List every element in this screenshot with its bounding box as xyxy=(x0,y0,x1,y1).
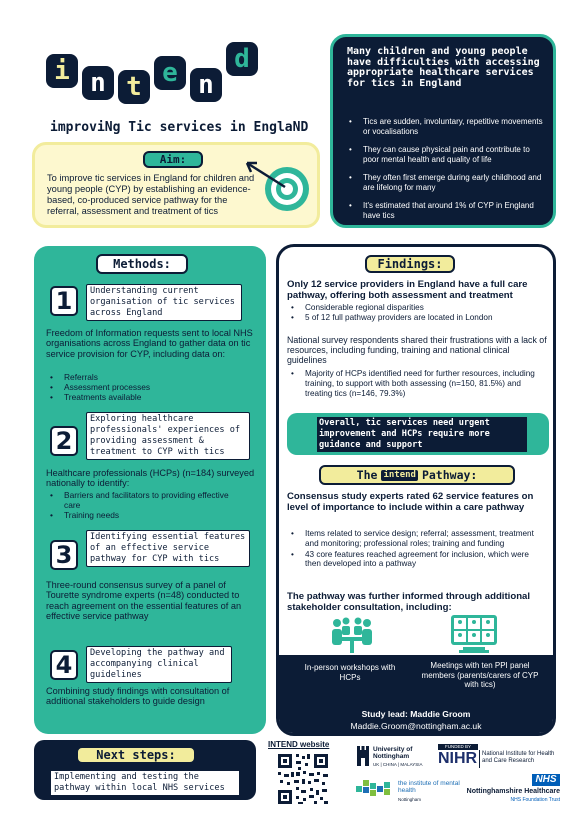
poster-subtitle: improviNg Tic services in EnglaND xyxy=(50,120,309,135)
nhs-mark: NHS xyxy=(532,774,560,786)
consult-label: In-person workshops with HCPs xyxy=(304,663,396,682)
nihr-divider xyxy=(479,750,480,768)
castle-icon xyxy=(356,744,370,768)
list-item: • It's estimated that around 1% of CYP in England have tics xyxy=(349,201,547,220)
contact-email[interactable]: Maddie.Groom@nottingham.ac.uk xyxy=(350,721,482,731)
step-text: Healthcare professionals (HCPs) (n=184) surveyed nationally to identify: xyxy=(46,468,255,489)
list-item: • Considerable regional disparities xyxy=(287,303,549,313)
step-title: Exploring healthcare professionals' experiences of providing assessment & treatment to CYP with tics xyxy=(86,412,250,460)
nhs-trust-sub: NHS Foundation Trust xyxy=(510,797,560,803)
aim-text: To improve tic services in England for children and young people (CYP) by establishing an evidence-based, co-produced service pathway for the referral, assessment and treatment of tics xyxy=(47,173,255,216)
callout-box xyxy=(287,413,549,455)
imh-name: the institute of mental health xyxy=(398,780,460,794)
findings-panel xyxy=(276,244,556,736)
intro-panel xyxy=(330,34,556,228)
step-number: 3 xyxy=(50,540,78,570)
nhs-trust: Nottinghamshire Healthcare xyxy=(466,788,560,795)
aim-panel xyxy=(32,142,320,228)
list-item: • Referrals xyxy=(46,372,246,382)
list-item: • Items related to service design; referral; assessment, treatment and monitoring; professional roles; training and funding xyxy=(287,529,547,549)
step-list xyxy=(46,372,246,402)
step-number: 4 xyxy=(50,650,78,680)
workshop-group-icon xyxy=(329,615,375,655)
imh-dots-icon xyxy=(356,780,396,802)
logo-letter: i xyxy=(46,54,78,88)
pathway-heading-pre: The xyxy=(356,468,378,482)
findings-heading: Findings: xyxy=(365,255,455,273)
intro-list xyxy=(349,117,547,229)
website-label[interactable]: INTEND website xyxy=(268,740,330,749)
survey-list xyxy=(287,369,547,398)
list-item: • They can cause physical pain and contribute to poor mental health and quality of life xyxy=(349,145,547,164)
list-item: • Tics are sudden, involuntary, repetitive movements or vocalisations xyxy=(349,117,547,136)
list-item: • Treatments available xyxy=(46,392,246,402)
methods-heading: Methods: xyxy=(96,254,188,274)
step-text: Freedom of Information requests sent to local NHS organisations across England to gather data on tic service provision for CYP, including data on: xyxy=(46,328,253,359)
qr-code-icon[interactable] xyxy=(276,752,330,806)
list-item: • 5 of 12 full pathway providers are located in London xyxy=(287,313,549,323)
list-item: • Majority of HCPs identified need for further resources, including training, to support with both assessing (n=150, 81.5%) and treating tics (n=146, 79.3%) xyxy=(287,369,547,398)
logo-letter: e xyxy=(154,56,186,90)
list-item: • 43 core features reached agreement for inclusion, which were then developed into a pathway xyxy=(287,550,547,570)
list-item: • They often first emerge during early childhood and are lifelong for many xyxy=(349,173,547,192)
step-title: Identifying essential features of an effective service pathway for CYP with tics xyxy=(86,530,250,567)
logo-letter: t xyxy=(118,70,150,104)
step-number: 2 xyxy=(50,426,78,456)
consult-label: Meetings with ten PPI panel members (parents/carers of CYP with tics) xyxy=(421,661,539,689)
pathway-heading xyxy=(319,465,515,485)
nihr-funded: FUNDED BY xyxy=(438,744,478,750)
imh-sub: Nottingham xyxy=(398,797,422,802)
nihr-mark: NIHR xyxy=(438,750,478,767)
aim-heading: Aim: xyxy=(143,151,203,168)
pathway-lead: Consensus study experts rated 62 service features on level of importance to include within a care pathway xyxy=(287,491,534,513)
logo-letter: n xyxy=(82,66,114,100)
imh-logo xyxy=(356,778,466,804)
uon-logo xyxy=(356,744,446,770)
list-item: • Training needs xyxy=(46,510,246,520)
callout-text: Overall, tic services need urgent improvement and HCPs require more guidance and support xyxy=(317,417,527,452)
uon-sub: UK | CHINA | MALAYSIA xyxy=(373,762,423,767)
survey-text: National survey respondents shared their frustrations with a lack of resources, including funding, training and national clinical guidelines xyxy=(287,335,547,366)
step-text: Three-round consensus survey of a panel of Tourette syndrome experts (n=48) conducted to reach agreement on the essential features of an effective service pathway xyxy=(46,580,242,622)
uon-name: University of Nottingham xyxy=(373,746,413,760)
list-item: • Assessment processes xyxy=(46,382,246,392)
next-steps-text: Implementing and testing the pathway within local NHS services xyxy=(50,770,240,796)
next-steps-heading: Next steps: xyxy=(76,746,196,764)
study-lead: Study lead: Maddie Groom xyxy=(361,709,471,719)
pathway-logo: intend xyxy=(383,469,416,480)
step-text: Combining study findings with consultation of additional stakeholders to guide design xyxy=(46,686,230,707)
step-title: Understanding current organisation of tic services across England xyxy=(86,284,242,321)
nhs-logo xyxy=(460,774,560,806)
findings-lead: Only 12 service providers in England have a full care pathway, offering both assessment and treatment xyxy=(287,279,528,301)
step-list xyxy=(46,490,246,520)
logo-letter: n xyxy=(190,68,222,102)
step-number: 1 xyxy=(50,286,78,316)
step-title: Developing the pathway and accompanying clinical guidelines xyxy=(86,646,232,683)
nihr-logo xyxy=(438,744,558,774)
list-item: • Barriers and facilitators to providing effective care xyxy=(46,490,246,510)
pathway-list xyxy=(287,529,547,569)
pathway-heading-post: Pathway: xyxy=(421,468,478,482)
nihr-full: National Institute for Health and Care Research xyxy=(482,751,555,764)
intro-heading: Many children and young people have difficulties with accessing appropriate healthcare services for tics in England xyxy=(347,46,540,89)
next-steps-panel xyxy=(34,740,256,800)
consult-text: The pathway was further informed through additional stakeholder consultation, including: xyxy=(287,591,531,613)
target-arrow-icon xyxy=(243,155,313,217)
methods-panel xyxy=(34,246,266,734)
video-meeting-icon xyxy=(449,613,499,655)
findings-list xyxy=(287,303,549,323)
logo-letter: d xyxy=(226,42,258,76)
